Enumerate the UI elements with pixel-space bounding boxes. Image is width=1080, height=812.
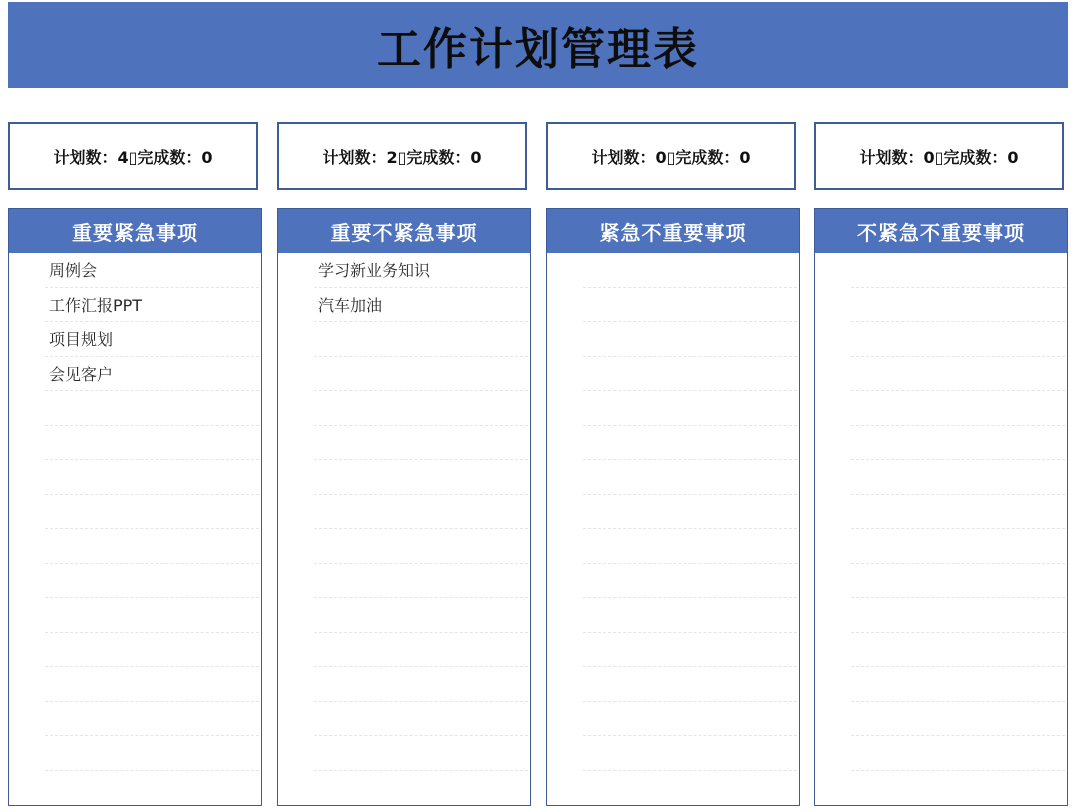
empty-task-row[interactable]: [851, 633, 1065, 668]
empty-task-row[interactable]: [583, 702, 797, 737]
stat-label: 计划数：2▯完成数：0: [322, 147, 482, 167]
empty-task-row[interactable]: [45, 460, 259, 495]
task-list: [547, 253, 799, 771]
quadrant-not-urgent-not-important: [814, 208, 1068, 806]
empty-task-row[interactable]: [45, 495, 259, 530]
empty-task-row[interactable]: [314, 667, 528, 702]
empty-task-row[interactable]: [583, 391, 797, 426]
stat-label: 计划数：4▯完成数：0: [53, 147, 213, 167]
empty-task-row[interactable]: [583, 288, 797, 323]
empty-task-row[interactable]: [314, 391, 528, 426]
task-list: [9, 253, 261, 771]
task-row[interactable]: 会见客户: [45, 357, 259, 392]
empty-task-row[interactable]: [583, 253, 797, 288]
empty-task-row[interactable]: [851, 736, 1065, 771]
task-list: [815, 253, 1067, 771]
empty-task-row[interactable]: [851, 529, 1065, 564]
stat-box-urgent-not-important: [546, 122, 796, 190]
quadrant-urgent-not-important: [546, 208, 800, 806]
task-list: [278, 253, 530, 771]
empty-task-row[interactable]: [314, 702, 528, 737]
empty-task-row[interactable]: [583, 357, 797, 392]
empty-task-row[interactable]: [314, 529, 528, 564]
stat-label: 计划数：0▯完成数：0: [591, 147, 751, 167]
empty-task-row[interactable]: [851, 426, 1065, 461]
empty-task-row[interactable]: [45, 667, 259, 702]
empty-task-row[interactable]: [45, 736, 259, 771]
empty-task-row[interactable]: [851, 391, 1065, 426]
empty-task-row[interactable]: [583, 667, 797, 702]
empty-task-row[interactable]: [851, 667, 1065, 702]
page-title: 工作计划管理表: [377, 24, 699, 75]
empty-task-row[interactable]: [851, 564, 1065, 599]
empty-task-row[interactable]: [851, 702, 1065, 737]
empty-task-row[interactable]: [314, 564, 528, 599]
empty-task-row[interactable]: [583, 598, 797, 633]
empty-task-row[interactable]: [314, 495, 528, 530]
empty-task-row[interactable]: [851, 460, 1065, 495]
empty-task-row[interactable]: [583, 426, 797, 461]
task-row[interactable]: 项目规划: [45, 322, 259, 357]
title-banner: [8, 2, 1068, 88]
empty-task-row[interactable]: [851, 495, 1065, 530]
empty-task-row[interactable]: [851, 357, 1065, 392]
stat-label: 计划数：0▯完成数：0: [859, 147, 1019, 167]
empty-task-row[interactable]: [851, 322, 1065, 357]
quadrant-important-urgent: [8, 208, 262, 806]
quadrant-header: 重要不紧急事项: [278, 209, 530, 253]
empty-task-row[interactable]: [45, 391, 259, 426]
empty-task-row[interactable]: [583, 633, 797, 668]
quadrant-header: 重要紧急事项: [9, 209, 261, 253]
empty-task-row[interactable]: [314, 426, 528, 461]
empty-task-row[interactable]: [583, 460, 797, 495]
empty-task-row[interactable]: [45, 564, 259, 599]
empty-task-row[interactable]: [851, 288, 1065, 323]
empty-task-row[interactable]: [314, 598, 528, 633]
empty-task-row[interactable]: [583, 495, 797, 530]
empty-task-row[interactable]: [45, 598, 259, 633]
empty-task-row[interactable]: [583, 736, 797, 771]
quadrant-header: 紧急不重要事项: [547, 209, 799, 253]
empty-task-row[interactable]: [314, 460, 528, 495]
empty-task-row[interactable]: [851, 598, 1065, 633]
task-row[interactable]: 汽车加油: [314, 288, 528, 323]
empty-task-row[interactable]: [583, 322, 797, 357]
stat-box-important-not-urgent: [277, 122, 527, 190]
empty-task-row[interactable]: [314, 357, 528, 392]
empty-task-row[interactable]: [45, 426, 259, 461]
empty-task-row[interactable]: [314, 322, 528, 357]
empty-task-row[interactable]: [314, 633, 528, 668]
task-row[interactable]: 周例会: [45, 253, 259, 288]
task-row[interactable]: 学习新业务知识: [314, 253, 528, 288]
empty-task-row[interactable]: [583, 529, 797, 564]
quadrant-important-not-urgent: [277, 208, 531, 806]
empty-task-row[interactable]: [45, 702, 259, 737]
empty-task-row[interactable]: [45, 529, 259, 564]
empty-task-row[interactable]: [851, 253, 1065, 288]
empty-task-row[interactable]: [314, 736, 528, 771]
stat-box-important-urgent: [8, 122, 258, 190]
stat-box-not-urgent-not-important: [814, 122, 1064, 190]
empty-task-row[interactable]: [45, 633, 259, 668]
task-row[interactable]: 工作汇报PPT: [45, 288, 259, 323]
quadrant-header: 不紧急不重要事项: [815, 209, 1067, 253]
empty-task-row[interactable]: [583, 564, 797, 599]
